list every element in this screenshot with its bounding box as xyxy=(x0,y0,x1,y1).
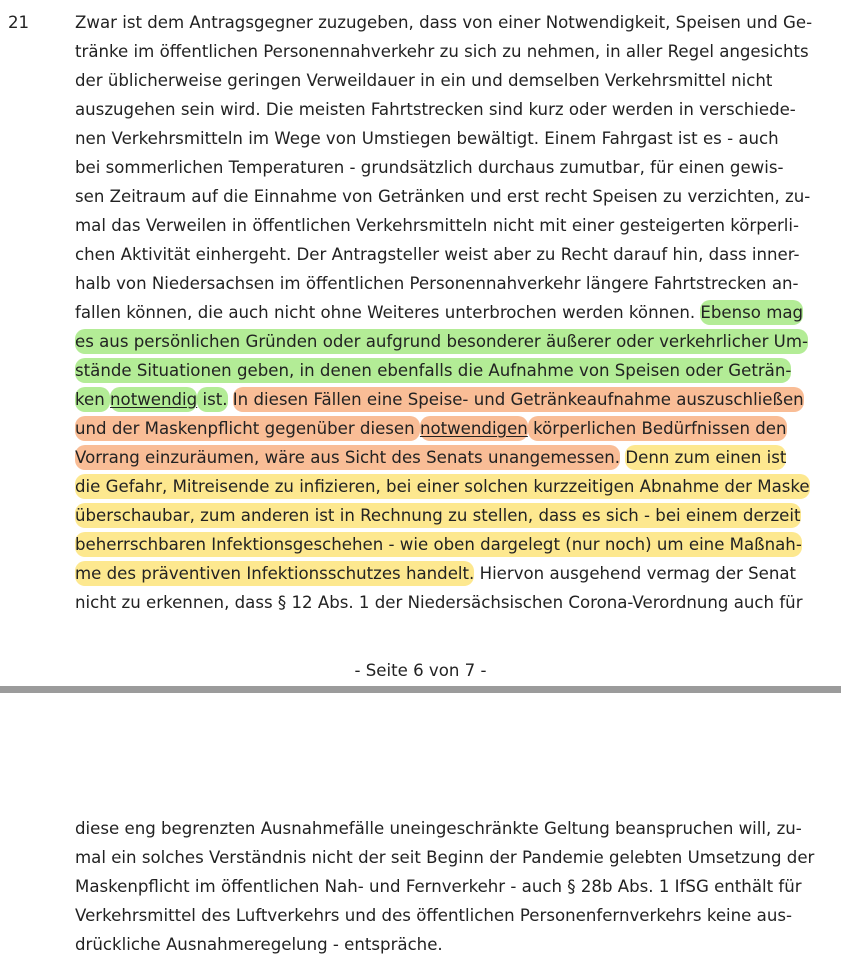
page-footer: - Seite 6 von 7 - xyxy=(354,661,487,680)
highlight-yellow: beherrschbaren Infektionsgeschehen - wie oben dargelegt (nur noch) um eine Maßnah- xyxy=(75,532,802,557)
text-line xyxy=(75,559,841,588)
highlight-yellow: überschaubar, zum anderen ist in Rechnung zu stellen, dass es sich - bei einem derzeit xyxy=(75,503,801,528)
text-segment xyxy=(228,390,233,409)
text-segment: fallen können, die auch nicht ohne Weiteres unterbrochen werden können. xyxy=(75,303,701,322)
text-segment: Hiervon ausgehend vermag der Senat xyxy=(474,564,797,583)
text-line xyxy=(75,443,841,472)
text-line xyxy=(75,814,841,843)
text-line xyxy=(75,930,841,959)
highlight-green: notwendig xyxy=(110,387,197,412)
paragraph-number: 21 xyxy=(8,13,30,32)
highlight-green: ist. xyxy=(197,387,227,412)
text-segment: mal ein solches Verständnis nicht der seit Beginn der Pandemie gelebten Umsetzung der xyxy=(75,848,815,867)
text-segment: auszugehen sein wird. Die meisten Fahrtstrecken sind kurz oder werden in verschiede- xyxy=(75,100,796,119)
text-line xyxy=(75,298,841,327)
text-line xyxy=(75,153,841,182)
text-segment: Zwar ist dem Antragsgegner zuzugeben, dass von einer Notwendigkeit, Speisen und Ge- xyxy=(75,13,813,32)
text-segment: drückliche Ausnahmeregelung - entspräche. xyxy=(75,935,443,954)
text-line xyxy=(75,95,841,124)
highlight-yellow: Denn zum einen ist xyxy=(625,445,786,470)
text-line xyxy=(75,472,841,501)
text-line xyxy=(75,530,841,559)
text-line xyxy=(75,501,841,530)
text-line xyxy=(75,66,841,95)
highlight-green: Ebenso mag xyxy=(700,300,803,325)
text-segment: der üblicherweise geringen Verweildauer in ein und demselben Verkehrsmittel nicht xyxy=(75,71,773,90)
text-line xyxy=(75,588,841,617)
text-line xyxy=(75,385,841,414)
text-line xyxy=(75,269,841,298)
text-segment: nicht zu erkennen, dass § 12 Abs. 1 der Niedersächsischen Corona-Verordnung auch für xyxy=(75,593,803,612)
highlight-orange: Vorrang einzuräumen, wäre aus Sicht des Senats unangemessen. xyxy=(75,445,620,470)
highlight-yellow: me des präventiven Infektionsschutzes handelt. xyxy=(75,561,474,586)
text-line xyxy=(75,124,841,153)
text-segment: sen Zeitraum auf die Einnahme von Getränken und erst recht Speisen zu verzichten, zu- xyxy=(75,187,811,206)
highlight-green: stände Situationen geben, in denen ebenfalls die Aufnahme von Speisen oder Geträn- xyxy=(75,358,791,383)
text-line xyxy=(75,843,841,872)
text-segment: Maskenpflicht im öffentlichen Nah- und Fernverkehr - auch § 28b Abs. 1 IfSG enthält für xyxy=(75,877,802,896)
text-line xyxy=(75,901,841,930)
text-line xyxy=(75,414,841,443)
text-line xyxy=(75,327,841,356)
highlight-orange: notwendigen xyxy=(420,416,528,441)
highlight-green: ken xyxy=(75,387,110,412)
highlight-orange: und der Maskenpflicht gegenüber diesen xyxy=(75,416,420,441)
text-segment: mal das Verweilen in öffentlichen Verkehrsmitteln nicht mit einer gesteigerten körperli- xyxy=(75,216,800,235)
text-line xyxy=(75,182,841,211)
highlight-yellow: die Gefahr, Mitreisende zu infizieren, bei einer solchen kurzzeitigen Abnahme der Maske xyxy=(75,474,810,499)
highlight-green: es aus persönlichen Gründen oder aufgrund besonderer äußerer oder verkehrlicher Um- xyxy=(75,329,808,354)
text-line xyxy=(75,356,841,385)
text-segment: Verkehrsmittel des Luftverkehrs und des öffentlichen Personenfernverkehrs keine aus- xyxy=(75,906,792,925)
text-segment: nen Verkehrsmitteln im Wege von Umstiegen bewältigt. Einem Fahrgast ist es - auch xyxy=(75,129,779,148)
text-segment: bei sommerlichen Temperaturen - grundsätzlich durchaus zumutbar, für einen gewis- xyxy=(75,158,784,177)
text-line xyxy=(75,37,841,66)
text-line xyxy=(75,8,841,37)
highlight-orange: In diesen Fällen eine Speise- und Getränkeaufnahme auszuschließen xyxy=(233,387,804,412)
text-segment: chen Aktivität einhergeht. Der Antragsteller weist aber zu Recht darauf hin, dass inner- xyxy=(75,245,800,264)
text-line xyxy=(75,211,841,240)
page-separator xyxy=(0,686,841,693)
text-line xyxy=(75,872,841,901)
text-segment: diese eng begrenzten Ausnahmefälle uneingeschränkte Geltung beanspruchen will, zu- xyxy=(75,819,802,838)
text-line xyxy=(75,240,841,269)
highlight-orange: körperlichen Bedürfnissen den xyxy=(528,416,787,441)
text-segment: tränke im öffentlichen Personennahverkehr zu sich zu nehmen, in aller Regel angesichts xyxy=(75,42,809,61)
text-segment: halb von Niedersachsen im öffentlichen Personennahverkehr längere Fahrtstrecken an- xyxy=(75,274,799,293)
